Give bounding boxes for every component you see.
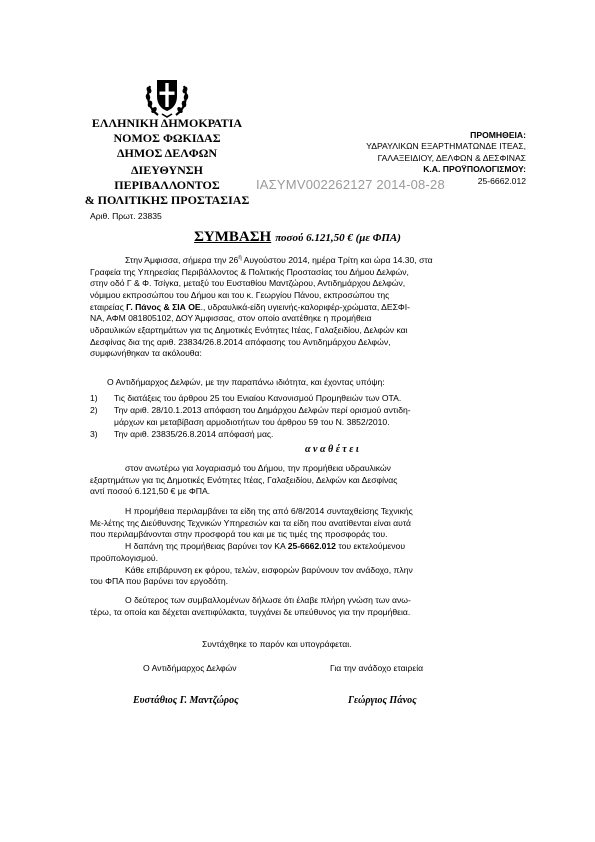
terms-line xyxy=(90,541,506,553)
consideration-list xyxy=(90,393,506,443)
budget-code-label: Κ.Α. ΠΡΟΫΠΟΛΟΓΙΣΜΟΥ: xyxy=(423,164,526,175)
intro-text: ., υδραυλικά-είδη υγιεινής-καλοριφέρ-χρώματα, ΔΕΣΦΙ- xyxy=(200,301,411,312)
intro-line: νόμιμου εκπροσώπου του Δήμου και του κ. Γεωργίου Πάνου, εκπροσώπου της xyxy=(90,289,390,300)
budget-code-bold: 25-6662.012 xyxy=(287,541,336,552)
terms-line: προϋπολογισμού. xyxy=(90,552,158,563)
header-directorate-1: ΔΙΕΥΘΥΝΣΗ ΠΕΡΙΒΑΛΛΟΝΤΟΣ xyxy=(114,163,220,192)
title-main: ΣΥΜΒΑΣΗ xyxy=(194,229,272,245)
company-name: Γ. Πάνος & ΣΙΑ ΟΕ xyxy=(126,301,201,312)
intro-text: εταιρείας xyxy=(90,301,127,312)
procurement-label: ΠΡΟΜΗΘΕΙΑ: xyxy=(470,130,526,140)
item-text: Την αριθ. 23835/26.8.2014 απόφασή μας. xyxy=(114,429,274,439)
item-number: 1) xyxy=(90,393,98,403)
terms-line: του ΦΠΑ που βαρύνει τον εργοδότη. xyxy=(90,576,228,587)
closing-statement: Συντάχθηκε το παρόν και υπογράφεται. xyxy=(202,639,352,649)
signature-name-right: Γεώργιος Πάνος xyxy=(348,695,417,706)
intro-sup: η xyxy=(238,255,242,261)
terms-text: Η δαπάνη της προμήθειας βαρύνει τον ΚΑ xyxy=(125,541,288,552)
consideration-intro: Ο Αντιδήμαρχος Δελφών, με την παραπάνω ιδιότητα, και έχοντας υπόψη: xyxy=(107,377,385,387)
item-text: Τις διατάξεις του άρθρου 25 του Ενιαίου Κανονισμού Προμηθειών των ΟΤΑ. xyxy=(114,393,402,403)
assignment-line: αντί ποσού 6.121,50 € με ΦΠΑ. xyxy=(90,486,211,497)
procurement-value-2: ΓΑΛΑΞΕΙΔΙΟΥ, ΔΕΛΦΩΝ & ΔΕΣΦΙΝΑΣ xyxy=(377,152,526,163)
terms-line: που περιλαμβάνονται στην προσφορά του και με τις τιμές της προσφοράς του. xyxy=(90,529,388,540)
intro-line xyxy=(90,302,506,314)
ada-watermark: ΙΑΣΥΜV002262127 2014-08-28 xyxy=(256,177,445,192)
procurement-value-1: ΥΔΡΑΥΛΙΚΩΝ ΕΞΑΡΤΗΜΑΤΩΝΔΕ ΙΤΕΑΣ, xyxy=(366,141,526,152)
intro-line: Δεσφίνας δια της αριθ. 23834/26.8.2014 απόφασης του Αντιδημάρχου Δελφών, xyxy=(90,336,391,347)
assignment-line: στον ανωτέρω για λογαριασμό του Δήμου, την προμήθεια υδραυλικών xyxy=(125,463,391,473)
title-amount: ποσού 6.121,50 € (με ΦΠΑ) xyxy=(275,232,401,244)
item-number: 3) xyxy=(90,429,98,439)
intro-paragraph xyxy=(90,253,506,360)
intro-line: Γραφεία της Υπηρεσίας Περιβάλλοντος & Πολιτικής Προστασίας του Δήμου Δελφών, xyxy=(90,266,409,277)
assignment-line: εξαρτημάτων για τις Δημοτικές Ενότητες Ιτέας, Γαλαξειδίου, Δελφών και Δεσφίνας xyxy=(90,474,398,485)
header-directorate-2: & ΠΟΛΙΤΙΚΗΣ ΠΡΟΣΤΑΣΙΑΣ xyxy=(84,193,250,207)
header-prefecture: ΝΟΜΟΣ ΦΩΚΙΔΑΣ xyxy=(113,131,221,145)
assigns-heading: α ν α θ έ τ ε ι xyxy=(305,444,359,455)
item-text: μάρχων και μεταβίβαση αρμοδιοτήτων του άρθρου 59 του Ν. 3852/2010. xyxy=(114,417,390,427)
item-text: Την αριθ. 28/10.1.2013 απόφαση του Δημάρχου Δελφών περί ορισμού αντιδη- xyxy=(114,405,411,415)
issuer-header xyxy=(82,116,252,208)
intro-text: Στην Άμφισσα, σήμερα την 26 xyxy=(125,254,239,265)
terms-text: του εκτελούμενου xyxy=(335,541,406,552)
intro-line: ΝΑ, ΑΦΜ 081805102, ΔΟΥ Άμφισσας, στον οποίο ανατέθηκε η προμήθεια xyxy=(90,313,372,324)
terms-line: Ο δεύτερος των συμβαλλομένων δήλωσε ότι έλαβε πλήρη γνώση των ανω- xyxy=(125,594,411,605)
intro-text: Αυγούστου 2014, ημέρα Τρίτη και ώρα 14.30, στα xyxy=(241,254,433,265)
intro-line: συμφωνήθηκαν τα ακόλουθα: xyxy=(90,348,202,359)
terms-line: Με-λέτης της Διεύθυνσης Τεχνικών Υπηρεσιών και τα είδη που ανατίθενται είναι αυτά xyxy=(90,517,412,528)
signature-role-left: Ο Αντιδήμαρχος Δελφών xyxy=(143,663,237,673)
budget-code-value: 25-6662.012 xyxy=(477,175,526,186)
item-number: 2) xyxy=(90,405,98,415)
intro-line: στην οδό Γ & Φ. Τσίγκα, μεταξύ του Ευσταθίου Μαντζώρου, Αντιδημάρχου Δελφών, xyxy=(90,278,406,289)
assignment-paragraph xyxy=(90,463,506,498)
header-country: ΕΛΛΗΝΙΚΗ ΔΗΜΟΚΡΑΤΙΑ xyxy=(91,116,243,130)
terms-section xyxy=(90,506,506,618)
header-municipality: ΔΗΜΟΣ ΔΕΛΦΩΝ xyxy=(116,146,218,160)
document-title xyxy=(0,228,595,246)
signature-name-left: Ευστάθιος Γ. Μαντζώρος xyxy=(133,695,239,706)
intro-line: υδραυλικών εξαρτημάτων για τις Δημοτικές Ενότητες Ιτέας, Γαλαξειδίου, Δελφών και xyxy=(90,325,408,336)
greek-coat-of-arms-emblem xyxy=(144,76,190,118)
signature-role-right: Για την ανάδοχο εταιρεία xyxy=(330,663,424,673)
intro-line xyxy=(90,253,506,267)
terms-line: Η προμήθεια περιλαμβάνει τα είδη της από 6/8/2014 συνταχθείσης Τεχνικής xyxy=(125,506,413,516)
terms-line: Κάθε επιβάρυνση εκ φόρου, τελών, εισφορών βαρύνουν τον ανάδοχο, πλην xyxy=(125,564,413,575)
terms-line: τέρω, τα οποία και δέχεται ανεπιφύλακτα, τυγχάνει δε υπεύθυνος για την προμήθεια. xyxy=(90,606,411,617)
protocol-number: Αριθ. Πρωτ. 23835 xyxy=(90,211,162,221)
